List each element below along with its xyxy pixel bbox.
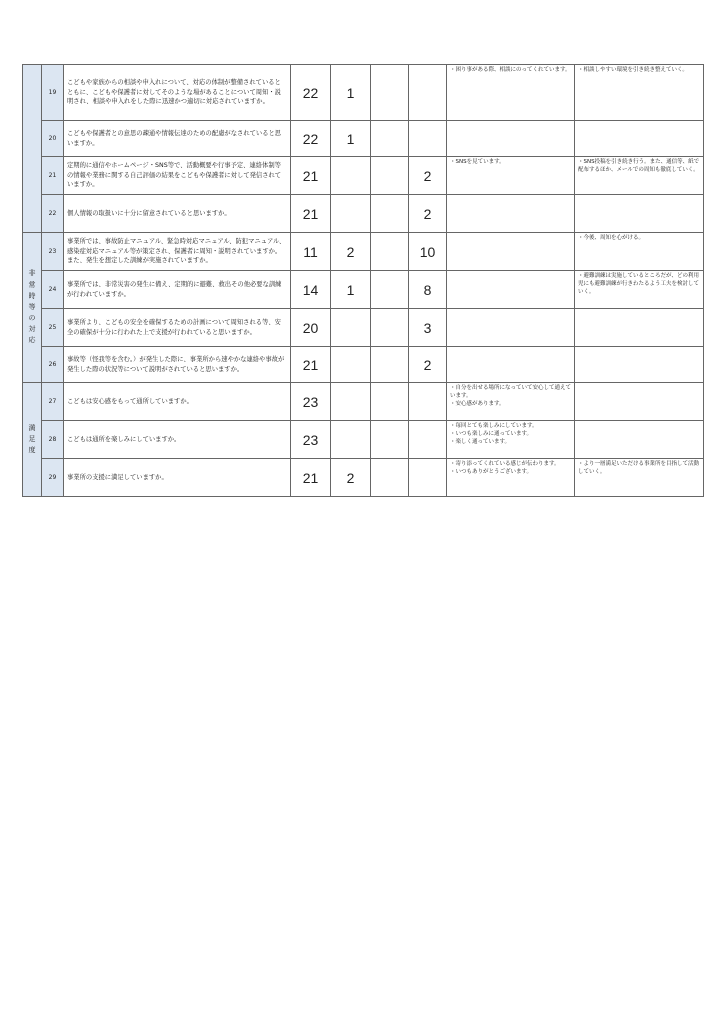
- parent-comment: [447, 233, 575, 271]
- parent-comment: ・自分を出せる場所になっていて安心して通えています。 ・安心感があります。: [447, 383, 575, 421]
- count-yes: 21: [291, 157, 331, 195]
- count-unknown: [409, 459, 447, 497]
- question-number: 28: [42, 421, 64, 459]
- table-row: [23, 383, 704, 421]
- count-unknown: 2: [409, 157, 447, 195]
- count-yes: 14: [291, 271, 331, 309]
- question-text: 定期的に通信やホームページ・SNS等で、活動概要や行事予定、連絡体制等の情報や業務に関する自己評価の結果をこどもや保護者に対して発信されていますか。: [64, 157, 291, 195]
- count-no: [371, 347, 409, 383]
- question-number: 22: [42, 195, 64, 233]
- question-number: 29: [42, 459, 64, 497]
- parent-comment: [447, 309, 575, 347]
- count-no: [371, 421, 409, 459]
- count-neutral: [331, 347, 371, 383]
- question-text: 個人情報の取扱いに十分に留意されていると思いますか。: [64, 195, 291, 233]
- facility-response: [575, 421, 704, 459]
- parent-comment: ・毎回とても楽しみにしています。 ・いつも楽しみに通っています。 ・楽しく通っています。: [447, 421, 575, 459]
- question-text: 事業所より、こどもの安全を確保するための計画について周知される等、安全の確保が十分に行われた上で支援が行われていると思いますか。: [64, 309, 291, 347]
- section-cell-blank: [23, 65, 42, 233]
- parent-comment: [447, 121, 575, 157]
- count-unknown: [409, 383, 447, 421]
- facility-response: [575, 347, 704, 383]
- facility-response: ・今後、周知を心がける。: [575, 233, 704, 271]
- count-no: [371, 459, 409, 497]
- question-number: 23: [42, 233, 64, 271]
- count-unknown: 10: [409, 233, 447, 271]
- count-yes: 22: [291, 65, 331, 121]
- parent-comment: [447, 195, 575, 233]
- count-neutral: 1: [331, 121, 371, 157]
- facility-response: ・SNS投稿を引き続き行う。また、通信等、紙で配布するほか、メールでの周知も徹底していく。: [575, 157, 704, 195]
- count-yes: 21: [291, 195, 331, 233]
- count-yes: 22: [291, 121, 331, 157]
- question-number: 21: [42, 157, 64, 195]
- count-unknown: [409, 121, 447, 157]
- parent-comment: ・困り事がある際、相談にのってくれています。: [447, 65, 575, 121]
- table-row: [23, 195, 704, 233]
- count-unknown: 8: [409, 271, 447, 309]
- count-no: [371, 271, 409, 309]
- survey-table: [22, 64, 704, 497]
- count-neutral: 2: [331, 233, 371, 271]
- question-number: 24: [42, 271, 64, 309]
- question-text: こどもや保護者との意思の疎通や情報伝達のための配慮がなされていると思いますか。: [64, 121, 291, 157]
- count-neutral: 2: [331, 459, 371, 497]
- section-label: 満足度: [23, 383, 42, 497]
- count-no: [371, 195, 409, 233]
- count-yes: 11: [291, 233, 331, 271]
- count-neutral: 1: [331, 271, 371, 309]
- count-yes: 23: [291, 383, 331, 421]
- parent-comment: [447, 347, 575, 383]
- table-row: [23, 421, 704, 459]
- count-no: [371, 383, 409, 421]
- count-neutral: [331, 157, 371, 195]
- facility-response: [575, 309, 704, 347]
- count-yes: 21: [291, 459, 331, 497]
- count-no: [371, 157, 409, 195]
- question-number: 19: [42, 65, 64, 121]
- count-unknown: 2: [409, 347, 447, 383]
- count-yes: 21: [291, 347, 331, 383]
- count-neutral: [331, 421, 371, 459]
- parent-comment: ・SNSを見ています。: [447, 157, 575, 195]
- table-row: [23, 157, 704, 195]
- count-unknown: 2: [409, 195, 447, 233]
- facility-response: [575, 383, 704, 421]
- count-unknown: [409, 421, 447, 459]
- table-row: [23, 459, 704, 497]
- table-row: [23, 347, 704, 383]
- count-unknown: 3: [409, 309, 447, 347]
- count-neutral: 1: [331, 65, 371, 121]
- count-yes: 23: [291, 421, 331, 459]
- question-text: 事故等（怪我等を含む。）が発生した際に、事業所から速やかな連絡や事故が発生した際の状況等について説明がされていると思いますか。: [64, 347, 291, 383]
- count-no: [371, 233, 409, 271]
- section-label: 非常時等の対応: [23, 233, 42, 383]
- facility-response: [575, 195, 704, 233]
- question-text: 事業所では、非常災害の発生に備え、定期的に避難、救出その他必要な訓練が行われていますか。: [64, 271, 291, 309]
- table-row: [23, 121, 704, 157]
- question-text: 事業所では、事故防止マニュアル、緊急時対応マニュアル、防犯マニュアル、感染症対応マニュアル等が策定され、保護者に周知・説明されていますか。また、発生を想定した訓練が実施されていますか。: [64, 233, 291, 271]
- question-number: 26: [42, 347, 64, 383]
- count-no: [371, 121, 409, 157]
- table-row: [23, 271, 704, 309]
- count-neutral: [331, 383, 371, 421]
- count-no: [371, 65, 409, 121]
- table-row: [23, 309, 704, 347]
- facility-response: [575, 121, 704, 157]
- parent-comment: ・寄り添ってくれている感じが伝わります。 ・いつもありがとうございます。: [447, 459, 575, 497]
- count-neutral: [331, 195, 371, 233]
- count-unknown: [409, 65, 447, 121]
- facility-response: ・より一層満足いただける事業所を目指して活動していく。: [575, 459, 704, 497]
- count-neutral: [331, 309, 371, 347]
- question-number: 27: [42, 383, 64, 421]
- facility-response: ・相談しやすい環境を引き続き整えていく。: [575, 65, 704, 121]
- facility-response: ・避難訓練は実施しているところだが、どの利用児にも避難訓練が行きわたるよう工夫を検討していく。: [575, 271, 704, 309]
- question-number: 20: [42, 121, 64, 157]
- question-text: 事業所の支援に満足していますか。: [64, 459, 291, 497]
- question-text: こどもは通所を楽しみにしていますか。: [64, 421, 291, 459]
- parent-comment: [447, 271, 575, 309]
- question-number: 25: [42, 309, 64, 347]
- table-row: [23, 233, 704, 271]
- count-no: [371, 309, 409, 347]
- table-row: [23, 65, 704, 121]
- question-text: こどもや家族からの相談や申入れについて、対応の体制が整備されているとともに、こどもや保護者に対してそのような場があることについて周知・説明され、相談や申入れをした際に迅速かつ適切に対応されていますか。: [64, 65, 291, 121]
- question-text: こどもは安心感をもって通所していますか。: [64, 383, 291, 421]
- count-yes: 20: [291, 309, 331, 347]
